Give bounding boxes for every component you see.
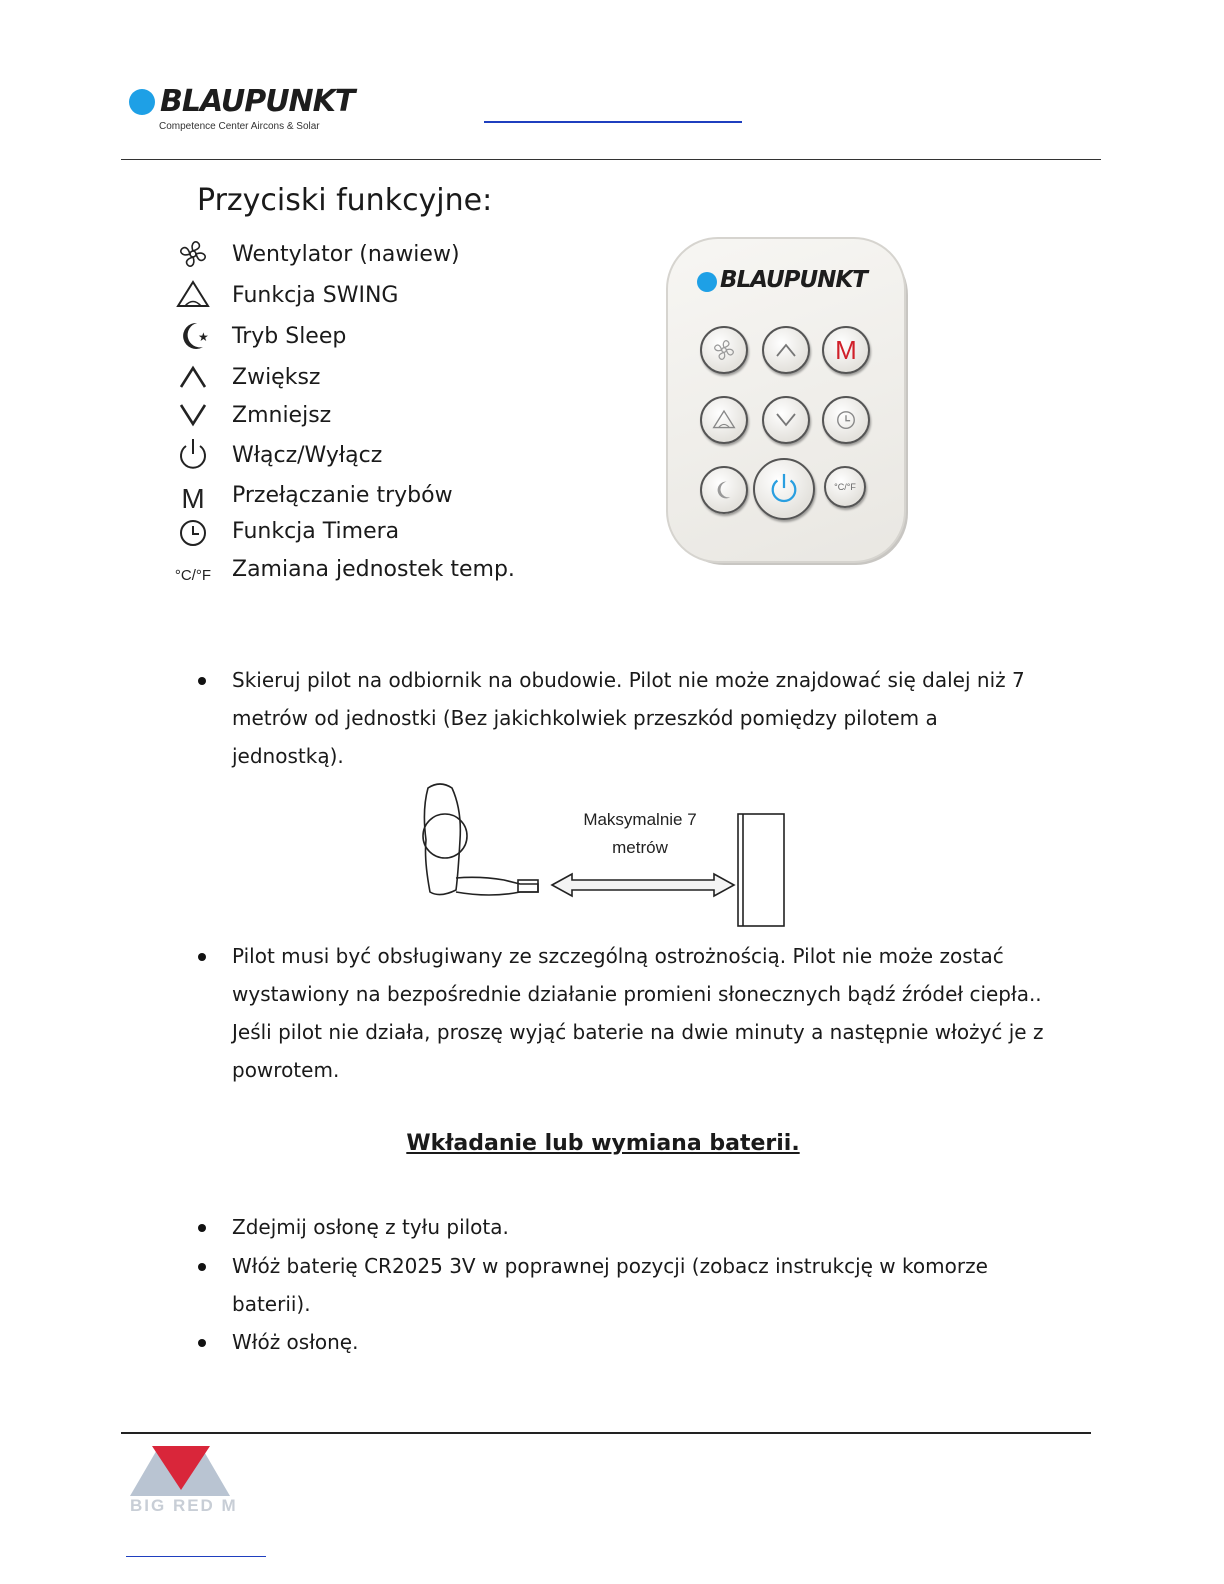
function-label: Włącz/Wyłącz	[232, 442, 383, 468]
paragraph: Skieruj pilot na odbiornik na obudowie. Pilot nie może znajdować się dalej niż 7 metrów od jednostki (Bez jakichkolwiek przeszkód pomiędzy pilotem a jednostką).	[232, 668, 1025, 768]
function-label: Funkcja Timera	[232, 518, 400, 544]
remote-mode-button[interactable]	[822, 326, 870, 374]
diagram-label	[570, 806, 710, 862]
remote-up-button[interactable]	[762, 326, 810, 374]
hand-with-remote	[423, 784, 538, 895]
remote-down-button[interactable]	[762, 396, 810, 444]
function-item	[172, 436, 383, 474]
remote-fan-button[interactable]	[700, 326, 748, 374]
section-title: Wkładanie lub wymiana baterii.	[406, 1131, 800, 1156]
remote-logo-dot	[697, 272, 717, 292]
page-title: Przyciski funkcyjne:	[197, 183, 493, 218]
mode-glyph: M	[181, 483, 205, 514]
function-label: Tryb Sleep	[232, 323, 347, 349]
function-label: Funkcja SWING	[232, 282, 399, 308]
range-arrow	[552, 874, 734, 896]
function-item	[172, 550, 515, 588]
remote-power-button[interactable]	[753, 458, 815, 520]
function-label: Przełączanie trybów	[232, 482, 453, 508]
function-item	[172, 512, 400, 550]
down-icon	[172, 396, 214, 434]
diagram-label-line1: Maksymalnie 7	[583, 810, 697, 829]
swing-icon	[172, 276, 214, 314]
power-icon	[172, 436, 214, 474]
bullet-icon	[196, 1261, 208, 1273]
remote-swing-button[interactable]	[700, 396, 748, 444]
remote-mode-glyph: M	[835, 334, 857, 365]
temp-unit-icon	[172, 550, 214, 588]
paragraph: Pilot musi być obsługiwany ze szczególną ostrożnością. Pilot nie może zostać wystawiony na bezpośrednie działanie promieni słonecznych bądź źródeł ciepła.. Jeśli pilot nie działa, proszę wyjąć baterie na dwie minuty a następnie włożyć je z powrotem.	[232, 944, 1044, 1082]
function-item	[172, 317, 347, 355]
diagram-label-line2: metrów	[612, 838, 668, 857]
header-divider	[121, 159, 1101, 160]
sleep-icon	[172, 317, 214, 355]
bullet-icon	[196, 675, 208, 687]
footer-logo-mark	[130, 1444, 230, 1498]
header-link-underline[interactable]	[484, 121, 742, 123]
paragraph: Zdejmij osłonę z tyłu pilota.	[232, 1215, 509, 1239]
function-item	[172, 396, 332, 434]
brand-tagline: Competence Center Aircons & Solar	[159, 121, 320, 132]
function-item	[172, 476, 453, 514]
svg-text:★: ★	[198, 330, 209, 344]
mode-icon	[172, 476, 214, 514]
function-item	[172, 276, 399, 314]
remote-temp-unit-button[interactable]	[824, 466, 866, 508]
remote-temp-glyph: °C/°F	[834, 482, 856, 492]
footer-divider	[121, 1432, 1091, 1434]
brand-logo: BLAUPUNKT	[160, 84, 355, 119]
up-icon	[172, 358, 214, 396]
bullet-icon	[196, 951, 208, 963]
paragraph: Włóż baterię CR2025 3V w poprawnej pozycji (zobacz instrukcję w komorze baterii).	[232, 1254, 988, 1316]
remote-logo: BLAUPUNKT	[720, 267, 867, 293]
fan-icon	[172, 235, 214, 273]
footer-logo-text: BIG RED M	[130, 1496, 238, 1515]
footer-link-underline[interactable]	[126, 1556, 266, 1557]
function-label: Zmniejsz	[232, 402, 332, 428]
function-label: Zwiększ	[232, 364, 321, 390]
function-label: Wentylator (nawiew)	[232, 241, 460, 267]
remote-sleep-button[interactable]	[700, 466, 748, 514]
paragraph: Włóż osłonę.	[232, 1330, 359, 1354]
function-item	[172, 235, 460, 273]
function-item	[172, 358, 321, 396]
function-label: Zamiana jednostek temp.	[232, 556, 515, 582]
timer-icon	[172, 512, 214, 550]
indoor-unit	[738, 814, 784, 926]
bullet-icon	[196, 1337, 208, 1349]
brand-logo-dot	[129, 89, 155, 115]
bullet-icon	[196, 1222, 208, 1234]
remote-timer-button[interactable]	[822, 396, 870, 444]
temp-unit-glyph: °C/°F	[174, 566, 212, 584]
